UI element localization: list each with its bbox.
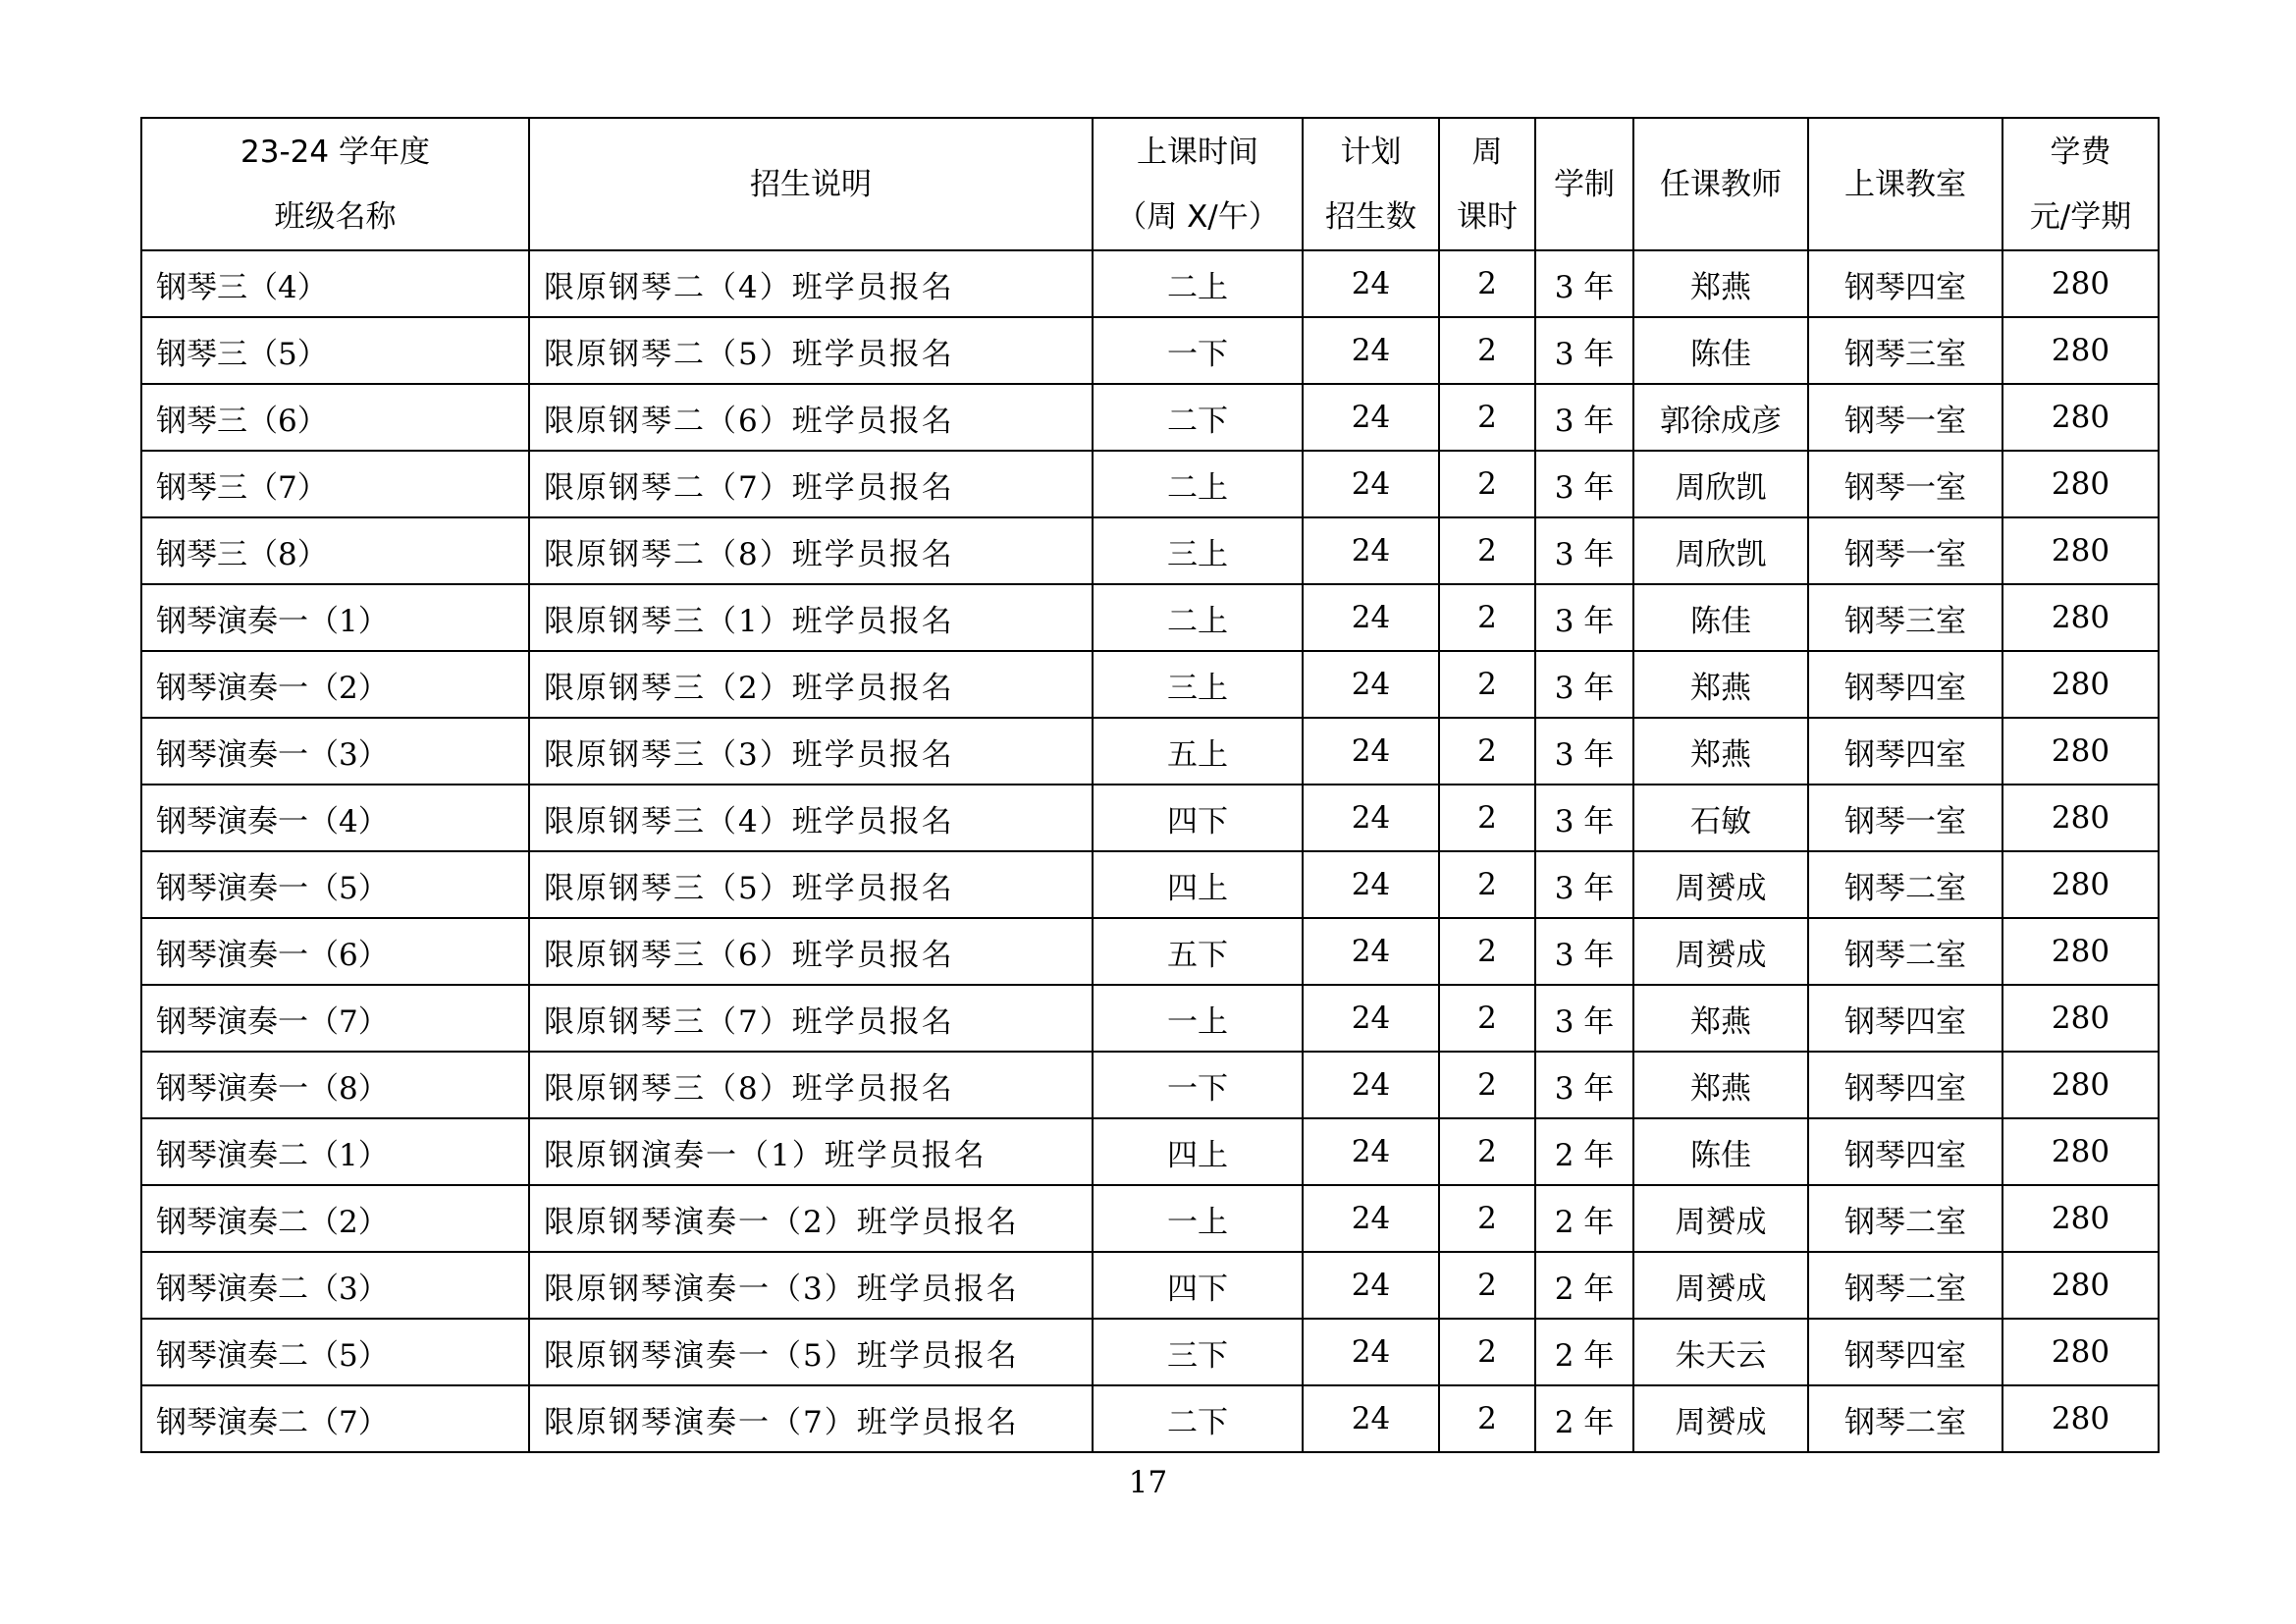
cell-duration: 2 年 [1535,1252,1633,1319]
table-row [141,851,2159,918]
header-duration-line-1: 学制 [1554,166,1615,202]
cell-class-name: 钢琴演奏二（5） [141,1319,529,1385]
cell-class-name: 钢琴演奏二（2） [141,1185,529,1252]
cell-room: 钢琴二室 [1808,851,2002,918]
cell-room: 钢琴二室 [1808,1385,2002,1452]
cell-class-name: 钢琴演奏一（7） [141,985,529,1052]
cell-class-name: 钢琴演奏二（7） [141,1385,529,1452]
cell-room: 钢琴一室 [1808,384,2002,451]
table-row [141,985,2159,1052]
cell-room: 钢琴四室 [1808,718,2002,785]
cell-description: 限原钢琴演奏一（5）班学员报名 [529,1319,1093,1385]
cell-description: 限原钢琴三（6）班学员报名 [529,918,1093,985]
header-description-line-1: 招生说明 [750,166,872,202]
cell-teacher: 郑燕 [1633,250,1808,317]
cell-weekly-hours: 2 [1439,1185,1535,1252]
cell-time: 四上 [1093,851,1303,918]
cell-time: 二下 [1093,384,1303,451]
table-row [141,451,2159,517]
cell-duration: 3 年 [1535,250,1633,317]
cell-description: 限原钢琴演奏一（7）班学员报名 [529,1385,1093,1452]
cell-room: 钢琴一室 [1808,451,2002,517]
header-description [529,118,1093,250]
cell-weekly-hours: 2 [1439,517,1535,584]
cell-time: 二上 [1093,451,1303,517]
cell-teacher: 郑燕 [1633,985,1808,1052]
cell-teacher: 陈佳 [1633,317,1808,384]
cell-fee: 280 [2002,985,2159,1052]
cell-class-name: 钢琴演奏一（1） [141,584,529,651]
cell-duration: 2 年 [1535,1319,1633,1385]
cell-duration: 3 年 [1535,517,1633,584]
cell-fee: 280 [2002,1052,2159,1118]
cell-weekly-hours: 2 [1439,384,1535,451]
cell-room: 钢琴四室 [1808,985,2002,1052]
cell-fee: 280 [2002,584,2159,651]
cell-description: 限原钢琴二（7）班学员报名 [529,451,1093,517]
cell-planned: 24 [1303,1385,1439,1452]
cell-teacher: 郑燕 [1633,718,1808,785]
cell-planned: 24 [1303,1052,1439,1118]
cell-teacher: 周赟成 [1633,918,1808,985]
cell-weekly-hours: 2 [1439,718,1535,785]
cell-duration: 2 年 [1535,1185,1633,1252]
cell-time: 三上 [1093,517,1303,584]
cell-planned: 24 [1303,250,1439,317]
cell-class-name: 钢琴三（6） [141,384,529,451]
cell-planned: 24 [1303,384,1439,451]
cell-duration: 3 年 [1535,584,1633,651]
cell-planned: 24 [1303,584,1439,651]
cell-room: 钢琴二室 [1808,918,2002,985]
cell-room: 钢琴二室 [1808,1185,2002,1252]
cell-duration: 3 年 [1535,651,1633,718]
cell-planned: 24 [1303,1118,1439,1185]
cell-planned: 24 [1303,1185,1439,1252]
table-row [141,1252,2159,1319]
cell-duration: 2 年 [1535,1118,1633,1185]
cell-time: 三上 [1093,651,1303,718]
header-duration [1535,118,1633,250]
cell-planned: 24 [1303,451,1439,517]
cell-room: 钢琴三室 [1808,317,2002,384]
cell-weekly-hours: 2 [1439,985,1535,1052]
cell-class-name: 钢琴三（8） [141,517,529,584]
cell-description: 限原钢琴三（4）班学员报名 [529,785,1093,851]
cell-description: 限原钢琴三（5）班学员报名 [529,851,1093,918]
cell-fee: 280 [2002,651,2159,718]
cell-weekly-hours: 2 [1439,851,1535,918]
cell-class-name: 钢琴演奏一（5） [141,851,529,918]
cell-teacher: 石敏 [1633,785,1808,851]
cell-planned: 24 [1303,851,1439,918]
cell-fee: 280 [2002,317,2159,384]
cell-room: 钢琴三室 [1808,584,2002,651]
header-planned-line-2: 招生数 [1325,198,1416,235]
cell-weekly-hours: 2 [1439,451,1535,517]
table-row [141,1118,2159,1185]
cell-class-name: 钢琴演奏二（3） [141,1252,529,1319]
cell-class-name: 钢琴演奏一（8） [141,1052,529,1118]
header-room [1808,118,2002,250]
cell-weekly-hours: 2 [1439,1052,1535,1118]
header-teacher-line-1: 任课教师 [1660,166,1782,202]
cell-time: 五下 [1093,918,1303,985]
cell-class-name: 钢琴演奏二（1） [141,1118,529,1185]
header-planned-line-1: 计划 [1340,134,1402,170]
cell-description: 限原钢琴二（4）班学员报名 [529,250,1093,317]
cell-fee: 280 [2002,718,2159,785]
header-row [141,118,2159,250]
cell-time: 四上 [1093,1118,1303,1185]
table-row [141,250,2159,317]
cell-class-name: 钢琴三（7） [141,451,529,517]
cell-teacher: 陈佳 [1633,1118,1808,1185]
header-class-name [141,118,529,250]
table-row [141,1185,2159,1252]
cell-duration: 3 年 [1535,985,1633,1052]
cell-description: 限原钢琴演奏一（2）班学员报名 [529,1185,1093,1252]
cell-duration: 3 年 [1535,1052,1633,1118]
table-row [141,918,2159,985]
cell-fee: 280 [2002,1319,2159,1385]
cell-room: 钢琴一室 [1808,785,2002,851]
cell-weekly-hours: 2 [1439,1252,1535,1319]
header-fee-line-2: 元/学期 [2029,198,2132,235]
cell-duration: 3 年 [1535,451,1633,517]
cell-teacher: 周欣凯 [1633,451,1808,517]
header-time-line-1: 上课时间 [1137,134,1258,170]
cell-teacher: 周欣凯 [1633,517,1808,584]
cell-class-name: 钢琴演奏一（2） [141,651,529,718]
cell-description: 限原钢琴三（3）班学员报名 [529,718,1093,785]
header-class-name-line-2: 班级名称 [274,198,397,235]
table-row [141,1385,2159,1452]
cell-description: 限原钢演奏一（1）班学员报名 [529,1118,1093,1185]
cell-planned: 24 [1303,785,1439,851]
cell-fee: 280 [2002,1118,2159,1185]
cell-planned: 24 [1303,718,1439,785]
cell-weekly-hours: 2 [1439,317,1535,384]
cell-weekly-hours: 2 [1439,918,1535,985]
cell-teacher: 郑燕 [1633,651,1808,718]
cell-teacher: 周赟成 [1633,1185,1808,1252]
cell-weekly-hours: 2 [1439,584,1535,651]
cell-planned: 24 [1303,1252,1439,1319]
cell-planned: 24 [1303,517,1439,584]
cell-duration: 3 年 [1535,851,1633,918]
cell-description: 限原钢琴三（8）班学员报名 [529,1052,1093,1118]
table-row [141,1052,2159,1118]
cell-planned: 24 [1303,317,1439,384]
cell-description: 限原钢琴二（5）班学员报名 [529,317,1093,384]
header-teacher [1633,118,1808,250]
cell-time: 四下 [1093,1252,1303,1319]
table-row [141,317,2159,384]
cell-room: 钢琴一室 [1808,517,2002,584]
cell-fee: 280 [2002,851,2159,918]
cell-fee: 280 [2002,250,2159,317]
cell-weekly-hours: 2 [1439,250,1535,317]
table-row [141,651,2159,718]
cell-fee: 280 [2002,517,2159,584]
cell-teacher: 朱天云 [1633,1319,1808,1385]
cell-teacher: 周赟成 [1633,1252,1808,1319]
cell-time: 一下 [1093,1052,1303,1118]
cell-duration: 2 年 [1535,1385,1633,1452]
cell-time: 一下 [1093,317,1303,384]
cell-planned: 24 [1303,651,1439,718]
cell-teacher: 郑燕 [1633,1052,1808,1118]
cell-time: 二上 [1093,250,1303,317]
cell-fee: 280 [2002,1185,2159,1252]
cell-duration: 3 年 [1535,384,1633,451]
cell-description: 限原钢琴三（2）班学员报名 [529,651,1093,718]
table-row [141,384,2159,451]
cell-fee: 280 [2002,1252,2159,1319]
table-row [141,517,2159,584]
cell-teacher: 郭徐成彦 [1633,384,1808,451]
cell-class-name: 钢琴三（5） [141,317,529,384]
header-fee-line-1: 学费 [2050,134,2111,170]
cell-time: 一上 [1093,985,1303,1052]
cell-fee: 280 [2002,451,2159,517]
header-weekly-hours-line-1: 周 [1471,134,1503,170]
header-weekly-hours-line-2: 课时 [1457,198,1518,235]
table-body [141,250,2159,1452]
cell-fee: 280 [2002,384,2159,451]
cell-teacher: 周赟成 [1633,1385,1808,1452]
cell-fee: 280 [2002,918,2159,985]
table-row [141,785,2159,851]
cell-description: 限原钢琴二（6）班学员报名 [529,384,1093,451]
cell-weekly-hours: 2 [1439,651,1535,718]
table-row [141,1319,2159,1385]
header-room-line-1: 上课教室 [1844,166,1966,202]
cell-room: 钢琴四室 [1808,1118,2002,1185]
cell-room: 钢琴四室 [1808,250,2002,317]
cell-planned: 24 [1303,985,1439,1052]
cell-fee: 280 [2002,785,2159,851]
cell-class-name: 钢琴演奏一（4） [141,785,529,851]
cell-room: 钢琴四室 [1808,1319,2002,1385]
table-row [141,718,2159,785]
cell-description: 限原钢琴演奏一（3）班学员报名 [529,1252,1093,1319]
cell-description: 限原钢琴三（1）班学员报名 [529,584,1093,651]
cell-duration: 3 年 [1535,918,1633,985]
cell-time: 五上 [1093,718,1303,785]
cell-room: 钢琴二室 [1808,1252,2002,1319]
page-number: 17 [1128,1465,1168,1500]
cell-planned: 24 [1303,1319,1439,1385]
cell-teacher: 陈佳 [1633,584,1808,651]
cell-class-name: 钢琴演奏一（6） [141,918,529,985]
cell-fee: 280 [2002,1385,2159,1452]
cell-planned: 24 [1303,918,1439,985]
header-class-name-line-1: 23-24 学年度 [240,134,430,170]
class-schedule-table [140,117,2160,1453]
cell-time: 二上 [1093,584,1303,651]
header-time-line-2: （周 X/午） [1116,198,1279,235]
cell-weekly-hours: 2 [1439,1385,1535,1452]
table-header [141,118,2159,250]
cell-time: 三下 [1093,1319,1303,1385]
cell-duration: 3 年 [1535,317,1633,384]
header-fee [2002,118,2159,250]
cell-class-name: 钢琴三（4） [141,250,529,317]
cell-time: 一上 [1093,1185,1303,1252]
header-weekly-hours [1439,118,1535,250]
cell-room: 钢琴四室 [1808,651,2002,718]
cell-weekly-hours: 2 [1439,1319,1535,1385]
cell-description: 限原钢琴三（7）班学员报名 [529,985,1093,1052]
cell-weekly-hours: 2 [1439,785,1535,851]
cell-duration: 3 年 [1535,785,1633,851]
cell-class-name: 钢琴演奏一（3） [141,718,529,785]
header-time [1093,118,1303,250]
cell-time: 二下 [1093,1385,1303,1452]
cell-teacher: 周赟成 [1633,851,1808,918]
header-planned [1303,118,1439,250]
cell-description: 限原钢琴二（8）班学员报名 [529,517,1093,584]
table-row [141,584,2159,651]
cell-time: 四下 [1093,785,1303,851]
cell-weekly-hours: 2 [1439,1118,1535,1185]
cell-room: 钢琴四室 [1808,1052,2002,1118]
cell-duration: 3 年 [1535,718,1633,785]
